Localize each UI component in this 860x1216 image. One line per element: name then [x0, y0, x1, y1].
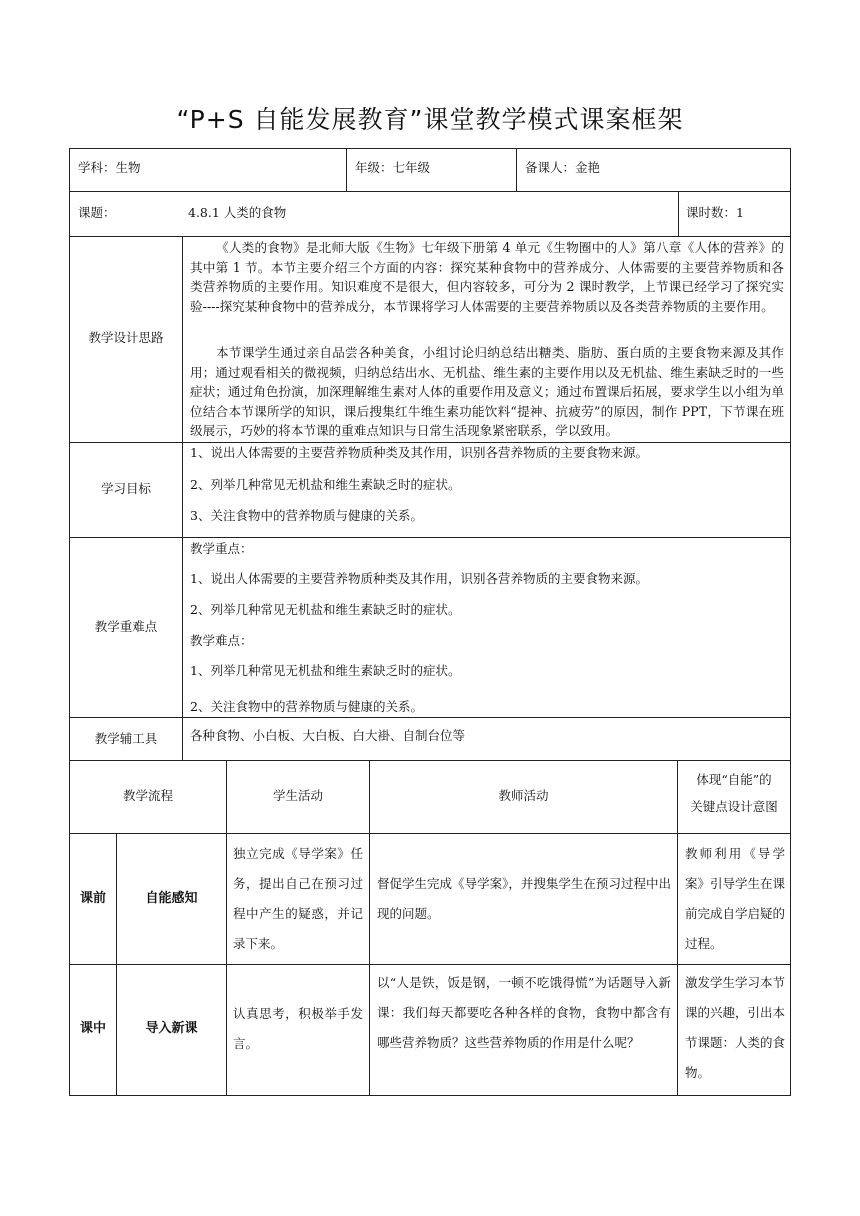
row-divider — [69, 236, 791, 237]
student-activity: 独立完成《导学案》任务，提出自己在预习过程中产生的疑惑，并记录下来。 — [233, 846, 363, 951]
topic-label: 课题： — [78, 205, 116, 220]
difficulty-item: 1、列举几种常见无机盐和维生素缺乏时的症状。 — [190, 663, 461, 678]
preparer-cell: 备课人：金艳 — [525, 160, 601, 175]
design-paragraph-2: 本节课学生通过亲自品尝各种美食，小组讨论归纳总结出糖类、脂肪、蛋白质的主要食物来源及其作用；通过观看相关的微视频，归纳总结出水、无机盐、维生素的主要作用以及无机盐、维生素缺乏时的一些症状；通过角色扮演，加深理解维生素对人体的重要作用及意义；通过布置课后拓展，要求学生以小组为单位结合本节课所学的知识，课后搜集红牛维生素功能饮料“提神、抗疲劳”的原因，制作 PPT，下节课在班级展示，巧妙的将本节课的重难点知识与日常生活现象紧密联系，学以致用。 — [190, 345, 784, 438]
row-divider — [69, 717, 791, 718]
row-divider — [69, 537, 791, 538]
row-divider — [69, 191, 791, 192]
col-divider — [369, 760, 370, 1096]
teacher-activity-header: 教师活动 — [498, 788, 549, 803]
focus-item: 2、列举几种常见无机盐和维生素缺乏时的症状。 — [190, 602, 461, 617]
phase-label: 课前 — [79, 891, 106, 906]
teacher-activity: 督促学生完成《导学案》，并搜集学生在预习过程中出现的问题。 — [377, 876, 671, 921]
grade-cell: 年级：七年级 — [355, 160, 431, 175]
subject-cell: 学科：生物 — [78, 160, 141, 175]
row-divider — [69, 964, 791, 965]
focus-item: 1、说出人体需要的主要营养物质种类及其作用，识别各营养物质的主要食物来源。 — [190, 571, 648, 586]
table-border-top — [69, 148, 791, 149]
teacher-activity: 以“人是铁，饭是钢，一顿不吃饿得慌”为话题导入新课：我们每天都要吃各种各样的食物，食物中都含有哪些营养物质？这些营养物质的作用是什么呢？ — [377, 975, 671, 1050]
keypoints-label: 教学重难点 — [94, 619, 158, 634]
page-title: “P+S 自能发展教育”课堂教学模式课案框架 — [176, 105, 684, 134]
flow-header: 教学流程 — [122, 788, 173, 803]
table-border-right — [790, 148, 791, 1096]
design-label: 教学设计思路 — [88, 330, 164, 345]
tools-value: 各种食物、小白板、大白板、白大褂、自制台位等 — [190, 728, 466, 743]
tools-label: 教学辅工具 — [94, 731, 158, 746]
goal-item: 3、关注食物中的营养物质与健康的关系。 — [190, 508, 423, 523]
difficulty-title: 教学难点： — [190, 633, 253, 648]
goal-item: 2、列举几种常见无机盐和维生素缺乏时的症状。 — [190, 477, 461, 492]
focus-title: 教学重点： — [190, 541, 253, 556]
intent-header-line2: 关键点设计意图 — [690, 799, 778, 814]
goal-item: 1、说出人体需要的主要营养物质种类及其作用，识别各营养物质的主要食物来源。 — [190, 445, 648, 460]
col-divider — [226, 760, 227, 1096]
col-divider — [678, 191, 679, 236]
periods-cell: 课时数：1 — [686, 205, 744, 220]
col-divider — [346, 148, 347, 191]
difficulty-item: 2、关注食物中的营养物质与健康的关系。 — [190, 699, 423, 714]
col-divider — [116, 833, 117, 1096]
topic-value: 4.8.1 人类的食物 — [188, 205, 287, 220]
phase-label: 课中 — [79, 1021, 106, 1036]
col-divider — [182, 236, 183, 760]
design-paragraph-1: 《人类的食物》是北师大版《生物》七年级下册第 4 单元《生物圈中的人》第八章《人体的营养》的其中第 1 节。本节主要介绍三个方面的内容：探究某种食物中的营养成分、人体需要的主要营养物质和各类营养物质的主要作用。知识难度不是很大，但内容较多，可分为 2 课时教学，上节课已经学习了探究实验----探究某种食物中的营养成分，本节课将学习人体需要的主要营养物质以及各类营养物质的主要作用。 — [190, 240, 784, 314]
row-divider — [69, 760, 791, 761]
step-label: 导入新课 — [145, 1021, 198, 1036]
step-label: 自能感知 — [145, 891, 198, 906]
design-intent: 激发学生学习本节课的兴趣，引出本节课题：人类的食物。 — [685, 975, 786, 1080]
table-border-bottom — [69, 1095, 791, 1096]
student-activity: 认真思考，积极举手发言。 — [233, 1006, 363, 1051]
student-activity-header: 学生活动 — [272, 788, 323, 803]
col-divider — [516, 148, 517, 191]
design-intent: 教师利用《导学案》引导学生在课前完成自学启疑的过程。 — [685, 846, 786, 951]
goals-label: 学习目标 — [100, 481, 151, 496]
row-divider — [69, 833, 791, 834]
intent-header-line1: 体现“自能”的 — [696, 772, 772, 787]
